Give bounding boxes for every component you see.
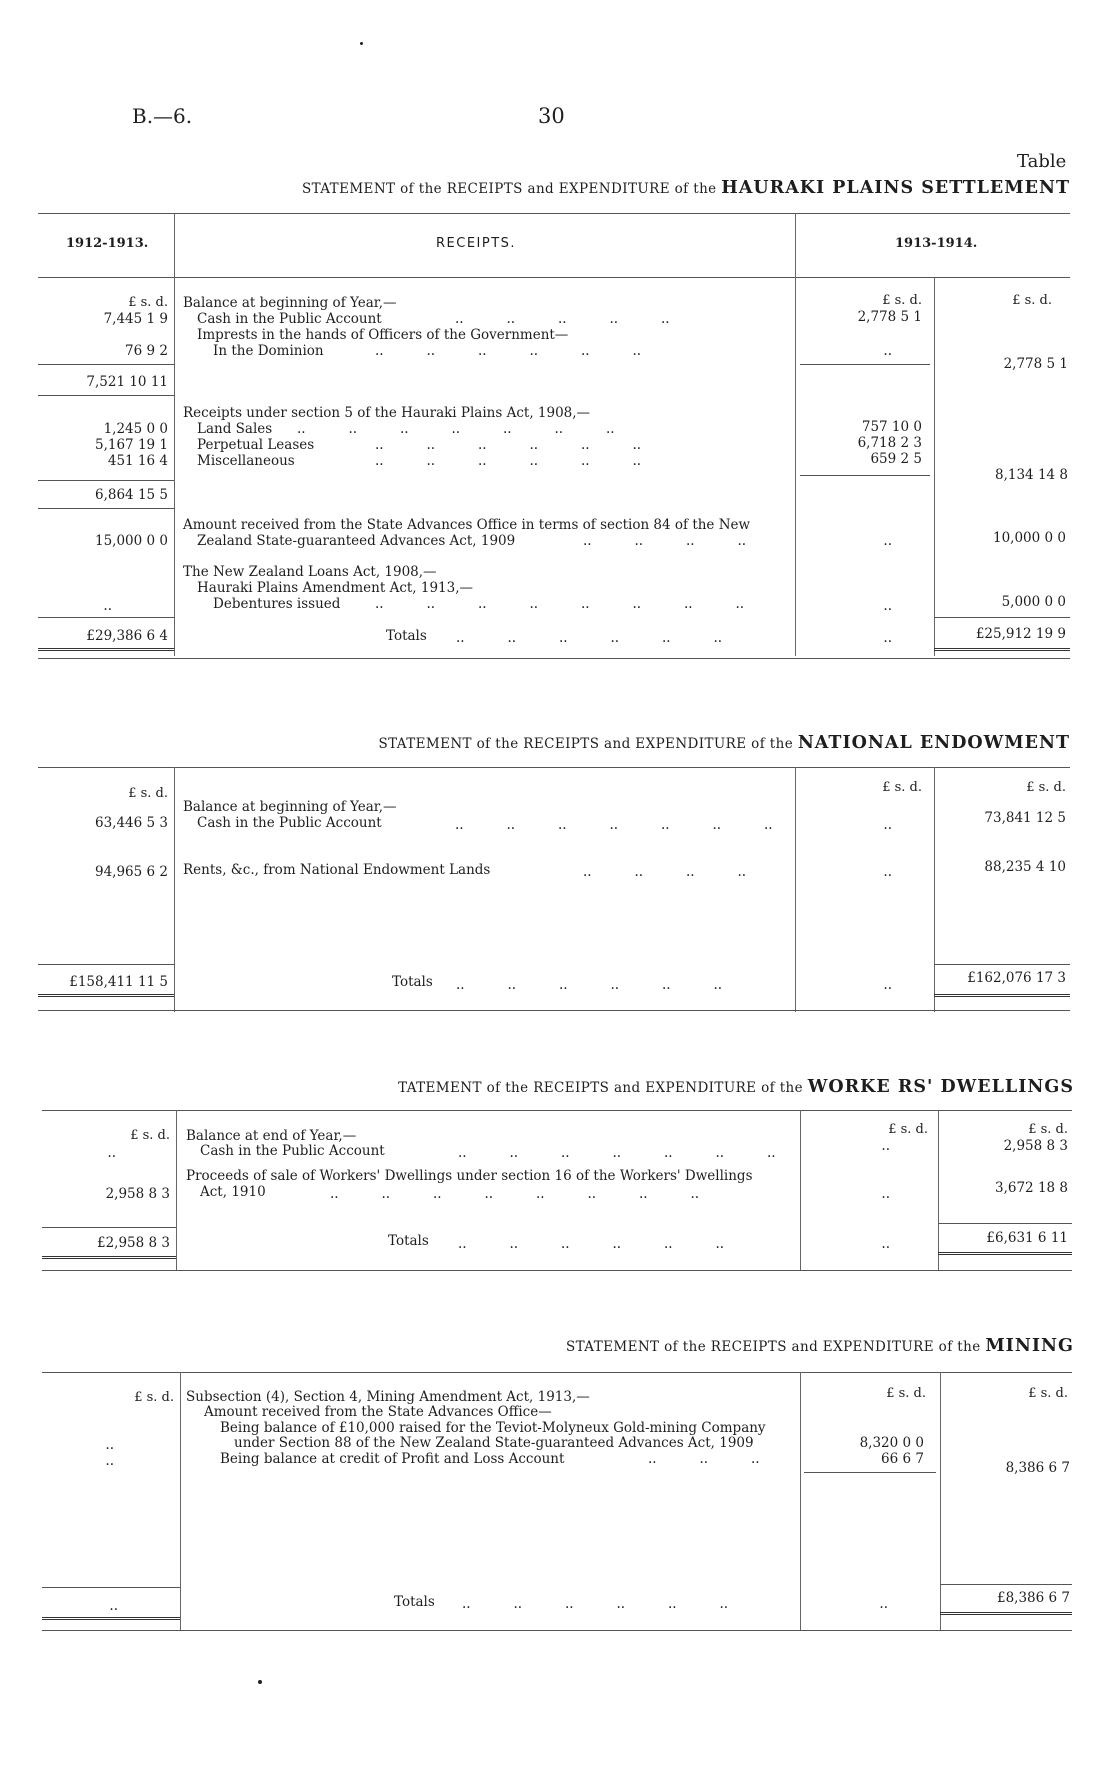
mining-amount-received: Amount received from the State Advances Office— xyxy=(204,1404,552,1420)
mining-title-name: MINING xyxy=(985,1336,1074,1356)
mining-totals-mid: .. xyxy=(879,1596,888,1612)
dot-leader: .. .. .. .. .. .. xyxy=(458,1236,725,1252)
hauraki-subtotal1-left: 7,521 10 11 xyxy=(86,374,168,390)
dot-leader: .. .. .. .. .. .. xyxy=(456,630,723,646)
workers-totals-right: £6,631 6 11 xyxy=(986,1230,1068,1246)
hauraki-title-name: HAURAKI PLAINS SETTLEMENT xyxy=(721,178,1070,198)
dot-leader: .. .. .. .. .. .. .. xyxy=(458,1145,776,1161)
national-cash-label: Cash in the Public Account xyxy=(197,815,382,831)
national-cash-mid: .. xyxy=(883,817,892,833)
workers-cash-right: 2,958 8 3 xyxy=(1003,1138,1068,1154)
workers-cash-mid: .. xyxy=(881,1138,890,1154)
national-title-name: NATIONAL ENDOWMENT xyxy=(797,733,1070,753)
mining-totals-left: .. xyxy=(109,1598,118,1614)
hauraki-land-sales-mid: 757 10 0 xyxy=(861,419,922,435)
hauraki-title xyxy=(302,178,1070,198)
national-lsd-left: £ s. d. xyxy=(128,786,168,801)
hauraki-land-sales-label: Land Sales xyxy=(197,421,273,437)
hauraki-debentures-left: .. xyxy=(103,598,112,614)
national-rents-mid: .. xyxy=(883,864,892,880)
workers-proceeds-mid: .. xyxy=(881,1186,890,1202)
workers-proceeds-line2: Act, 1910 xyxy=(200,1184,266,1200)
hauraki-misc-mid: 659 2 5 xyxy=(870,451,922,467)
hauraki-cash-label: Cash in the Public Account xyxy=(197,311,382,327)
hauraki-perpetual-left: 5,167 19 1 xyxy=(95,437,168,453)
dot-leader: .. .. .. .. .. .. .. .. xyxy=(330,1186,700,1202)
print-speck xyxy=(360,42,363,45)
hauraki-advances-line2: Zealand State-guaranteed Advances Act, 1909 xyxy=(197,533,516,549)
hauraki-lsd-right: £ s. d. xyxy=(1012,293,1052,308)
national-totals-left: £158,411 11 5 xyxy=(69,974,168,990)
hauraki-cash-mid: 2,778 5 1 xyxy=(857,309,922,325)
mining-lsd-right: £ s. d. xyxy=(1028,1386,1068,1401)
workers-title-prefix: TATEMENT of the RECEIPTS and EXPENDITURE of the xyxy=(398,1080,804,1096)
hauraki-lsd-mid: £ s. d. xyxy=(882,293,922,308)
hauraki-advances-right: 10,000 0 0 xyxy=(993,530,1066,546)
mining-being1-left: .. xyxy=(105,1437,114,1453)
hauraki-subtotal2-left: 6,864 15 5 xyxy=(95,487,168,503)
dot-leader: .. .. .. .. .. .. xyxy=(456,977,723,993)
mining-subtotal-right: 8,386 6 7 xyxy=(1005,1460,1070,1476)
national-cash-left: 63,446 5 3 xyxy=(95,815,168,831)
hauraki-debentures-label: Debentures issued xyxy=(213,596,341,612)
hauraki-debentures-mid: .. xyxy=(883,598,892,614)
hauraki-totals-mid: .. xyxy=(883,630,892,646)
hauraki-advances-mid: .. xyxy=(883,533,892,549)
mining-lsd-mid: £ s. d. xyxy=(886,1386,926,1401)
mining-title-prefix: STATEMENT of the RECEIPTS and EXPENDITURE of the xyxy=(565,1339,981,1355)
dot-leader: .. .. .. .. .. .. .. xyxy=(297,421,615,437)
workers-title-name: WORKE RS' DWELLINGS xyxy=(807,1077,1074,1097)
mining-lsd-left: £ s. d. xyxy=(134,1390,174,1405)
hauraki-col-receipts: RECEIPTS. xyxy=(436,236,517,251)
print-speck xyxy=(258,1680,262,1684)
national-totals-right: £162,076 17 3 xyxy=(967,970,1066,986)
dot-leader: .. .. .. .. xyxy=(583,864,747,880)
hauraki-loans-line2: Hauraki Plains Amendment Act, 1913,— xyxy=(197,580,474,596)
hauraki-perpetual-mid: 6,718 2 3 xyxy=(857,435,922,451)
mining-being1-line1: Being balance of £10,000 raised for the Teviot-Molyneux Gold-mining Company xyxy=(220,1420,766,1436)
page-number: 30 xyxy=(538,104,565,128)
national-rents-label: Rents, &c., from National Endowment Lands xyxy=(183,862,491,878)
mining-being2-label: Being balance at credit of Profit and Loss Account xyxy=(220,1451,565,1467)
workers-proceeds-left: 2,958 8 3 xyxy=(105,1186,170,1202)
workers-balance-heading: Balance at end of Year,— xyxy=(186,1128,357,1144)
mining-title xyxy=(566,1336,1074,1356)
workers-proceeds-line1: Proceeds of sale of Workers' Dwellings under section 16 of the Workers' Dwellings xyxy=(186,1168,753,1184)
hauraki-loans-line1: The New Zealand Loans Act, 1908,— xyxy=(183,564,437,580)
dot-leader: .. .. .. .. .. .. xyxy=(375,437,642,453)
hauraki-totals-right: £25,912 19 9 xyxy=(975,626,1066,642)
mining-being1-line2: under Section 88 of the New Zealand State-guaranteed Advances Act, 1909 xyxy=(234,1435,754,1451)
workers-cash-left: .. xyxy=(107,1145,116,1161)
hauraki-totals-left: £29,386 6 4 xyxy=(86,628,168,644)
national-lsd-right: £ s. d. xyxy=(1026,780,1066,795)
workers-totals-left: £2,958 8 3 xyxy=(97,1235,170,1251)
mining-totals-label: Totals xyxy=(394,1594,435,1610)
hauraki-advances-line1: Amount received from the State Advances Office in terms of section 84 of the New xyxy=(183,517,751,533)
hauraki-advances-left: 15,000 0 0 xyxy=(95,533,168,549)
dot-leader: .. .. .. .. .. .. xyxy=(375,343,642,359)
workers-totals-mid: .. xyxy=(881,1236,890,1252)
hauraki-totals-label: Totals xyxy=(386,628,427,644)
workers-lsd-right: £ s. d. xyxy=(1028,1122,1068,1137)
mining-totals-right: £8,386 6 7 xyxy=(997,1590,1070,1606)
hauraki-imprests-label: Imprests in the hands of Officers of the Government— xyxy=(197,327,569,343)
hauraki-lsd-left: £ s. d. xyxy=(128,295,168,310)
dot-leader: .. .. .. .. .. xyxy=(455,311,670,327)
workers-proceeds-right: 3,672 18 8 xyxy=(995,1180,1068,1196)
workers-title xyxy=(398,1077,1074,1097)
dot-leader: .. .. .. .. xyxy=(583,533,747,549)
hauraki-debentures-right: 5,000 0 0 xyxy=(1001,594,1066,610)
national-title xyxy=(378,733,1070,753)
hauraki-col-year-right: 1913-1914. xyxy=(895,236,978,251)
hauraki-cash-left: 7,445 1 9 xyxy=(103,311,168,327)
hauraki-land-sales-left: 1,245 0 0 xyxy=(103,421,168,437)
workers-totals-label: Totals xyxy=(388,1233,429,1249)
dot-leader: .. .. .. .. .. .. .. xyxy=(455,817,773,833)
hauraki-dominion-mid: .. xyxy=(883,343,892,359)
mining-being2-left: .. xyxy=(105,1453,114,1469)
national-title-prefix: STATEMENT of the RECEIPTS and EXPENDITURE of the xyxy=(378,736,794,752)
mining-being1-mid: 8,320 0 0 xyxy=(859,1435,924,1451)
document-reference: B.—6. xyxy=(132,104,193,128)
hauraki-balance-heading: Balance at beginning of Year,— xyxy=(183,295,397,311)
dot-leader: .. .. .. .. .. .. xyxy=(462,1596,729,1612)
hauraki-dominion-label: In the Dominion xyxy=(213,343,324,359)
hauraki-misc-left: 451 16 4 xyxy=(107,453,168,469)
national-rents-right: 88,235 4 10 xyxy=(984,859,1066,875)
workers-cash-label: Cash in the Public Account xyxy=(200,1143,385,1159)
hauraki-receipts-heading: Receipts under section 5 of the Hauraki Plains Act, 1908,— xyxy=(183,405,591,421)
mining-subsection: Subsection (4), Section 4, Mining Amendment Act, 1913,— xyxy=(186,1389,590,1405)
table-word: Table xyxy=(1017,151,1067,172)
national-totals-mid: .. xyxy=(883,977,892,993)
national-rents-left: 94,965 6 2 xyxy=(95,864,168,880)
workers-lsd-left: £ s. d. xyxy=(130,1128,170,1143)
national-lsd-mid: £ s. d. xyxy=(882,780,922,795)
national-totals-label: Totals xyxy=(392,974,433,990)
hauraki-subtotal2-right: 8,134 14 8 xyxy=(995,467,1068,483)
hauraki-subtotal1-right: 2,778 5 1 xyxy=(1003,356,1068,372)
hauraki-misc-label: Miscellaneous xyxy=(197,453,295,469)
national-balance-heading: Balance at beginning of Year,— xyxy=(183,799,397,815)
mining-being2-mid: 66 6 7 xyxy=(881,1451,924,1467)
national-cash-right: 73,841 12 5 xyxy=(984,810,1066,826)
hauraki-perpetual-label: Perpetual Leases xyxy=(197,437,315,453)
hauraki-title-prefix: STATEMENT of the RECEIPTS and EXPENDITURE of the xyxy=(301,181,717,197)
hauraki-dominion-left: 76 9 2 xyxy=(125,343,168,359)
workers-lsd-mid: £ s. d. xyxy=(888,1122,928,1137)
hauraki-col-year-left: 1912-1913. xyxy=(66,236,149,251)
dot-leader: .. .. .. xyxy=(648,1451,760,1467)
dot-leader: .. .. .. .. .. .. .. .. xyxy=(375,596,745,612)
dot-leader: .. .. .. .. .. .. xyxy=(375,453,642,469)
